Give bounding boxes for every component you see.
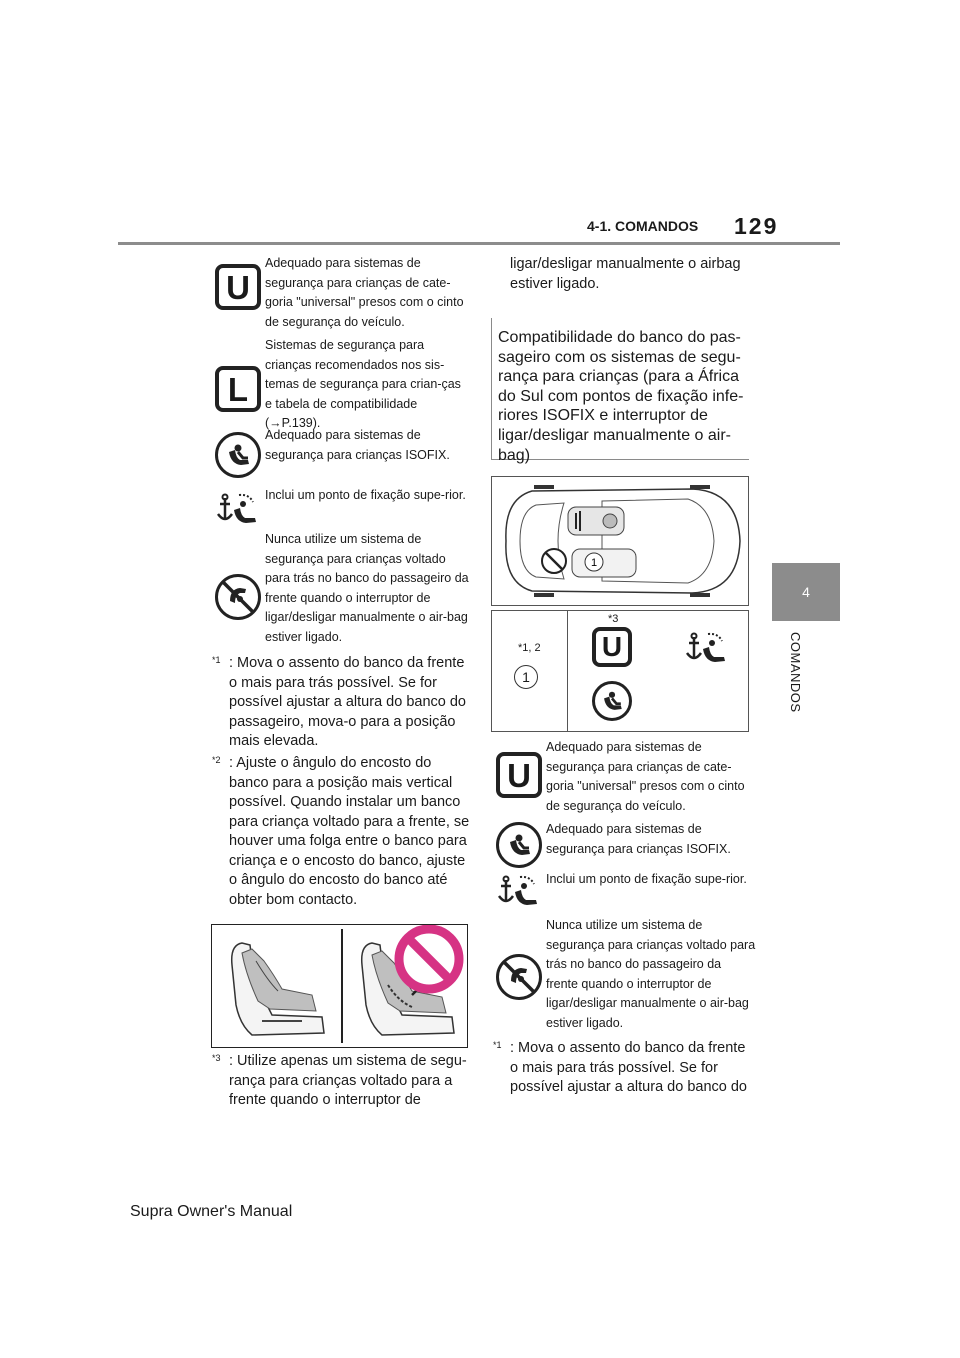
l-recommended-icon — [215, 366, 261, 412]
top-tether-anchor-icon — [215, 492, 261, 528]
no-rear-facing-icon — [215, 574, 261, 620]
seat-number-label: 1 — [590, 557, 598, 569]
continuation-text — [493, 255, 751, 294]
table-divider — [567, 611, 568, 731]
continuation-body: ligar/desligar manualmente o airbag estiver ligado. — [510, 256, 741, 292]
top-tether-anchor-icon — [496, 874, 542, 910]
isofix-icon — [496, 822, 542, 868]
section-heading: Compatibilidade do banco do pas-sageiro com os sistemas de segu-rança para crianças (para a África do Sul com pontos de fixação infe-riores ISOFIX e interruptor de ligar/desligar manualmente o air-bag) — [491, 318, 749, 460]
note-text: : Ajuste o ângulo do encosto do banco para a posição mais vertical possível. Quando instalar um banco para criança voltado para a frente, se houver uma folga entre o banco para criança e o encosto do banco, ajuste o ângulo do encosto do banco até obter bom contacto. — [229, 755, 470, 908]
note-1 — [493, 1039, 751, 1098]
chapter-label: COMANDOS — [788, 632, 803, 713]
note-mark — [212, 1052, 221, 1072]
universal-u-icon — [496, 752, 542, 798]
universal-u-icon — [215, 264, 261, 310]
compatibility-table — [491, 610, 749, 732]
note-1 — [212, 654, 470, 752]
universal-u-icon — [592, 627, 632, 667]
legend-text: Sistemas de segurança para crianças recomendados nos sis-temas de segurança para crian-ças e tabela de compatibilidade (→P.139). — [265, 338, 461, 430]
note-text: : Mova o assento do banco da frente o mais para trás possível. Se for possível ajustar a altura do banco do — [510, 1040, 747, 1095]
isofix-icon — [215, 432, 261, 478]
legend-text: Nunca utilize um sistema de segurança para crianças voltado para trás no banco do passageiro da frente quando o interruptor de ligar/desligar manualmente o air-bag estiver ligado. — [265, 532, 469, 644]
note-mark-text: *3 — [212, 1053, 221, 1063]
seat-position-icon — [514, 665, 538, 689]
note-3 — [212, 1052, 470, 1111]
no-rear-facing-icon — [496, 954, 542, 1000]
note-mark-text: *1 — [212, 655, 221, 665]
chapter-number: 4 — [802, 584, 810, 600]
legend-text: Adequado para sistemas de segurança para crianças de cate-goria "universal" presos com o cinto de segurança do veículo. — [265, 256, 464, 329]
legend-text: Adequado para sistemas de segurança para crianças de cate-goria "universal" presos com o cinto de segurança do veículo. — [546, 740, 745, 813]
note-text: : Utilize apenas um sistema de segu-rança para crianças voltado para a frente quando o interruptor de — [229, 1053, 467, 1108]
car-top-view-diagram — [491, 476, 749, 606]
icon-letter-u: U — [226, 268, 250, 306]
note-mark — [493, 1039, 502, 1059]
legend-text: Adequado para sistemas de segurança para crianças ISOFIX. — [546, 822, 731, 856]
top-tether-anchor-icon — [684, 631, 730, 667]
note-mark — [212, 654, 221, 674]
note-text: : Mova o assento do banco da frente o mais para trás possível. Se for possível ajustar a altura do banco do passageiro, mova-o para a posição mais elevada. — [229, 655, 466, 749]
seat-adjustment-figure — [211, 924, 468, 1048]
legend-text: Inclui um ponto de fixação supe-rior. — [265, 488, 466, 502]
section-title: 4-1. COMANDOS — [587, 218, 699, 234]
manual-title: Supra Owner's Manual — [130, 1203, 293, 1220]
page-number: 129 — [734, 213, 779, 239]
table-right-header: *3 — [608, 613, 619, 625]
icon-letter-u: U — [507, 756, 531, 794]
note-2 — [212, 754, 470, 910]
icon-letter-u: U — [601, 631, 623, 662]
legend-text: Adequado para sistemas de segurança para crianças ISOFIX. — [265, 428, 450, 462]
table-left-header: *1, 2 — [518, 642, 541, 654]
chapter-tab[interactable] — [772, 563, 840, 621]
header-rule — [118, 242, 840, 245]
note-mark — [212, 754, 221, 774]
legend-text: Inclui um ponto de fixação supe-rior. — [546, 872, 747, 886]
note-mark-text: *1 — [493, 1040, 502, 1050]
note-mark-text: *2 — [212, 755, 221, 765]
legend-text: Nunca utilize um sistema de segurança para crianças voltado para trás no banco do passageiro da frente quando o interruptor de ligar/desligar manualmente o air-bag estiver ligado. — [546, 918, 756, 1030]
icon-letter-l: L — [227, 370, 249, 408]
isofix-icon — [592, 681, 632, 721]
seat-position-value: 1 — [522, 669, 530, 685]
